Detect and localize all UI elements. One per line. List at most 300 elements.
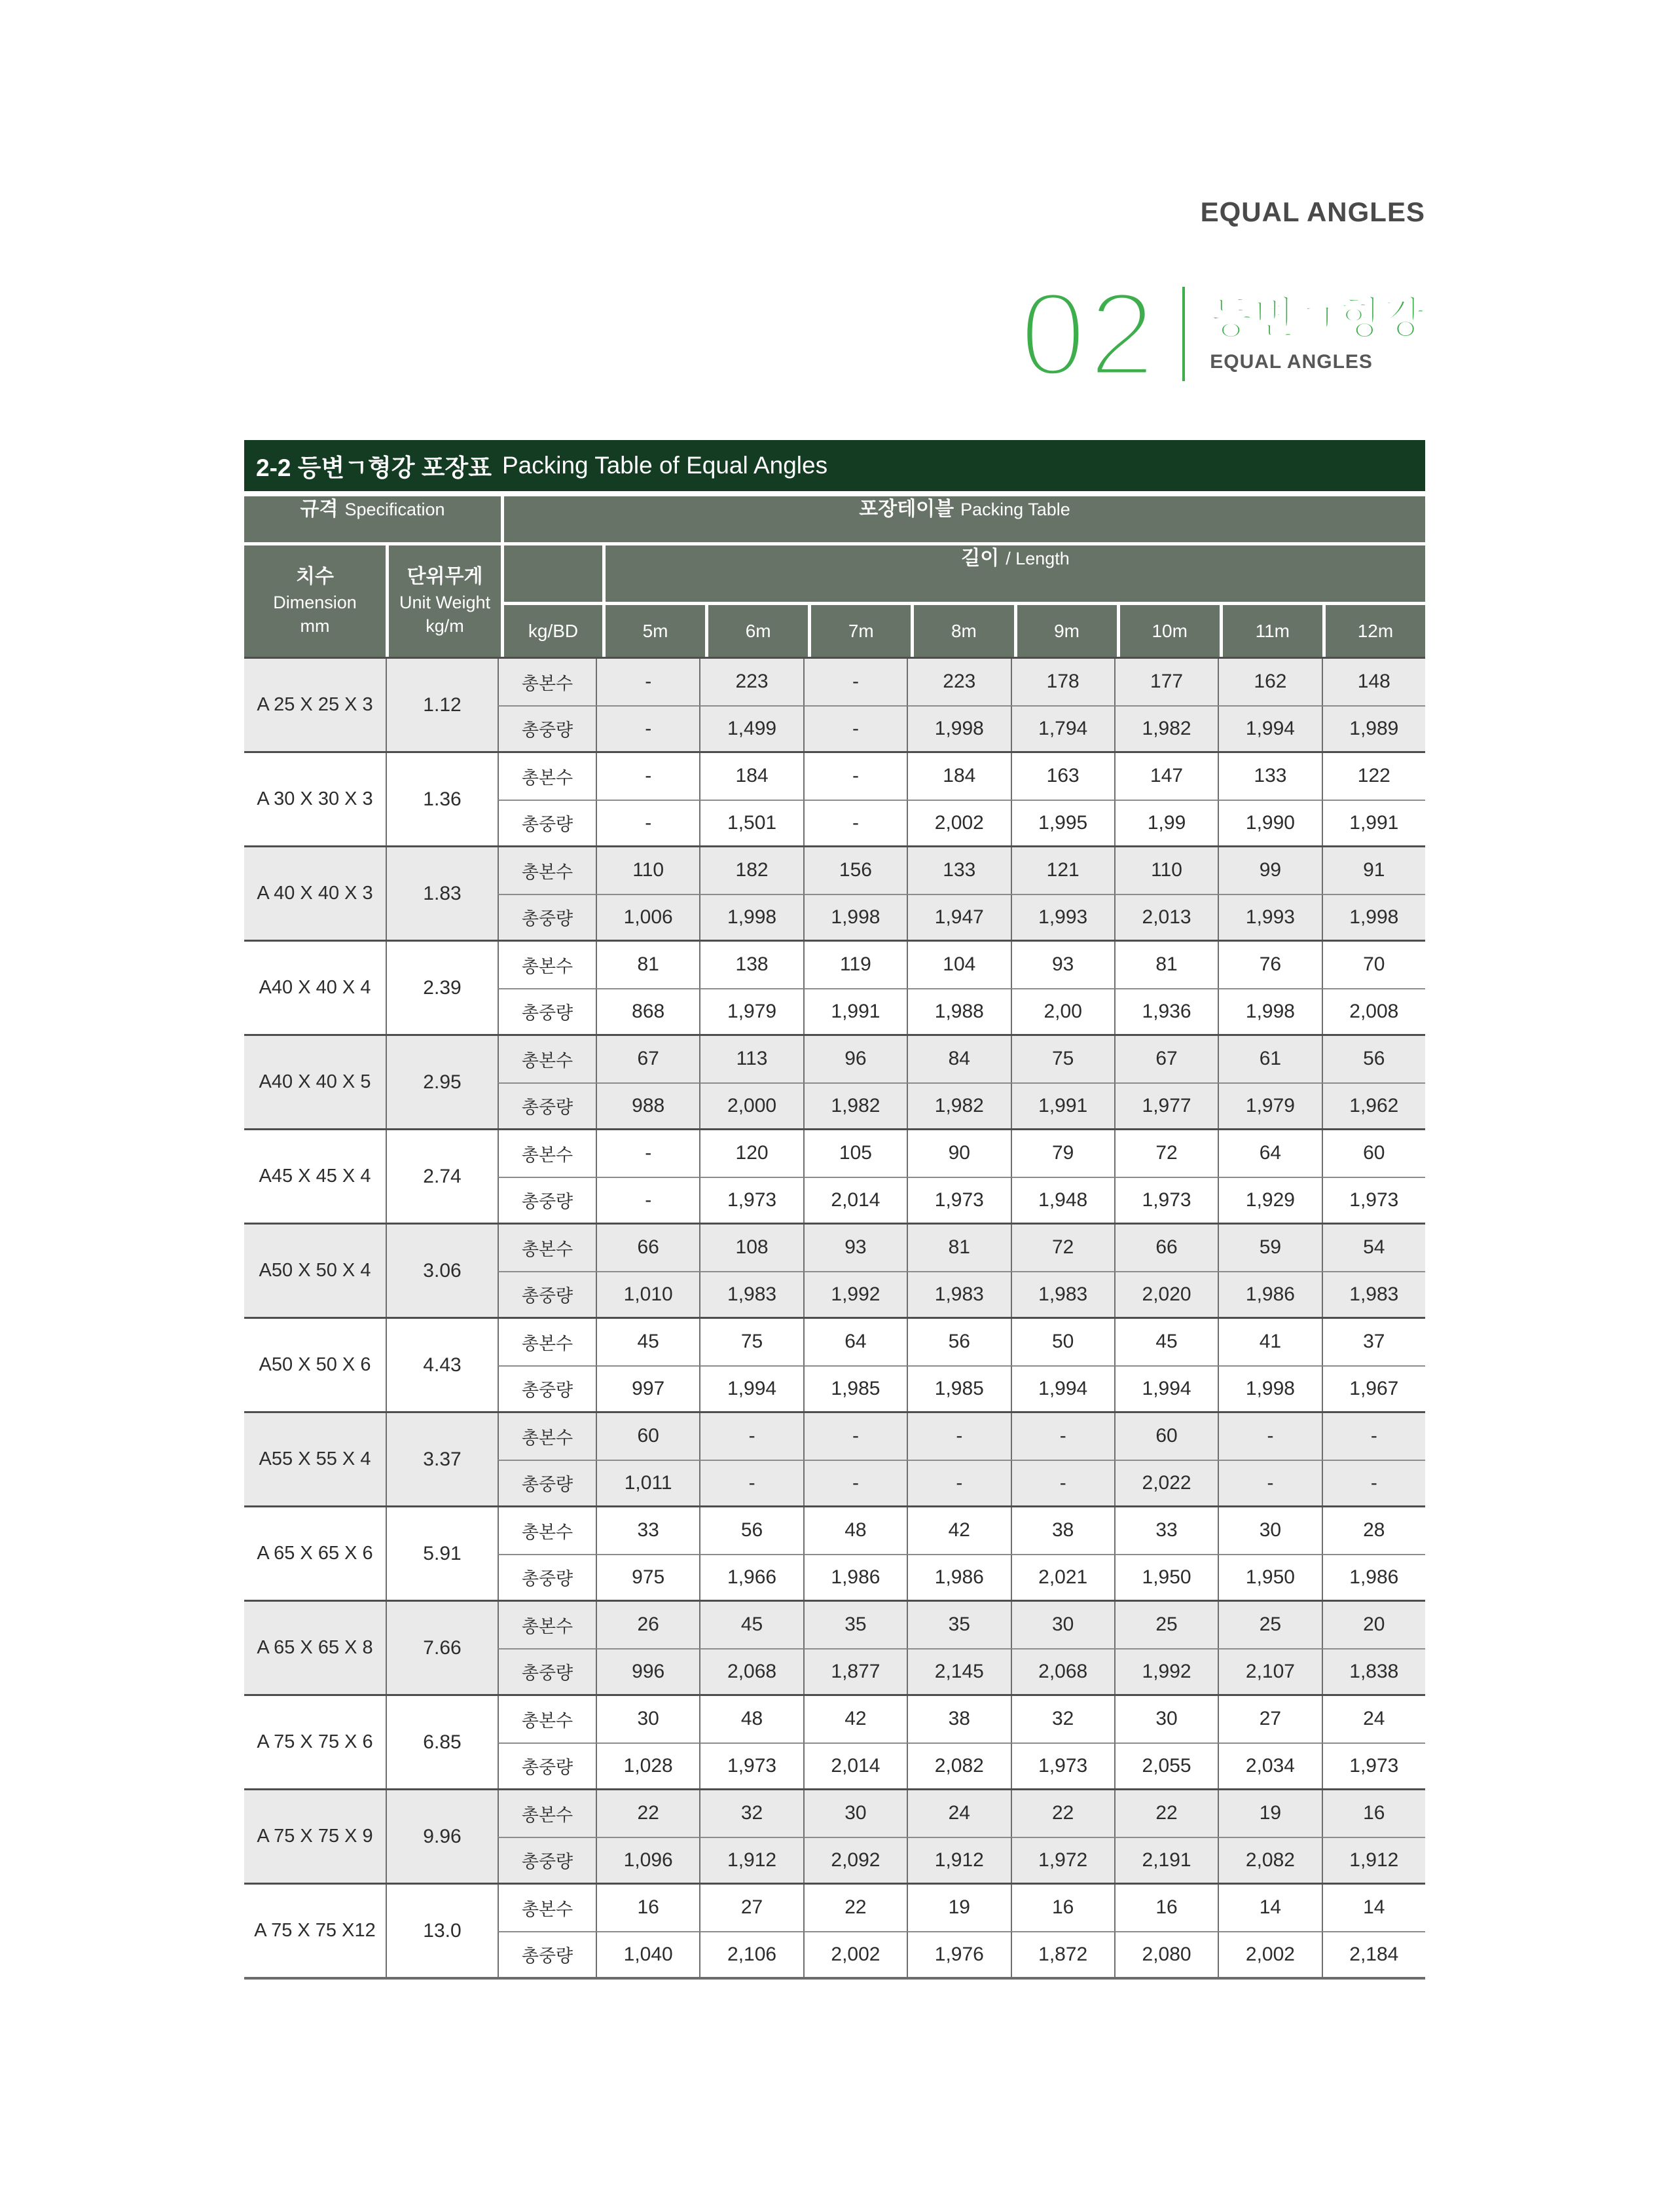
weight-value-10m: 1,936 — [1114, 988, 1218, 1035]
count-value-7m: 96 — [803, 1036, 907, 1082]
spec-header-english: Specification — [344, 500, 445, 519]
weight-value-8m: 2,082 — [907, 1742, 1010, 1789]
count-value-5m: - — [596, 1130, 699, 1177]
count-value-6m: 32 — [699, 1790, 803, 1837]
row-label-total-count: 총본수 — [498, 1225, 596, 1271]
table-row-group — [244, 1505, 1425, 1600]
count-value-10m: 16 — [1114, 1885, 1218, 1931]
count-value-7m: 48 — [803, 1507, 907, 1554]
count-value-11m: 25 — [1218, 1602, 1321, 1648]
weight-value-11m: - — [1218, 1460, 1321, 1506]
weight-value-7m: 1,982 — [803, 1082, 907, 1129]
count-value-10m: 147 — [1114, 753, 1218, 800]
weight-value-9m: 1,983 — [1011, 1271, 1114, 1318]
count-value-10m: 177 — [1114, 659, 1218, 705]
weight-value-12m: 1,973 — [1322, 1177, 1425, 1223]
weight-value-6m: 2,106 — [699, 1931, 803, 1978]
count-value-6m: 108 — [699, 1225, 803, 1271]
weight-value-9m: 1,991 — [1011, 1082, 1114, 1129]
length-col-header-8m: 8m — [914, 605, 1013, 657]
count-value-12m: 91 — [1322, 847, 1425, 894]
count-value-11m: 27 — [1218, 1696, 1321, 1742]
weight-value-9m: 1,872 — [1011, 1931, 1114, 1978]
count-value-8m: 42 — [907, 1507, 1010, 1554]
weight-value-8m: 2,145 — [907, 1648, 1010, 1695]
row-label-total-weight: 총중량 — [498, 1648, 596, 1695]
weight-value-7m: - — [803, 1460, 907, 1506]
weight-value-12m: 1,967 — [1322, 1365, 1425, 1412]
count-value-6m: 138 — [699, 942, 803, 988]
count-value-5m: 33 — [596, 1507, 699, 1554]
weight-value-9m: 1,973 — [1011, 1742, 1114, 1789]
weight-value-6m: 1,998 — [699, 894, 803, 940]
count-value-7m: 35 — [803, 1602, 907, 1648]
weight-value-7m: 2,092 — [803, 1837, 907, 1883]
table-row-group — [244, 1411, 1425, 1505]
count-value-8m: 24 — [907, 1790, 1010, 1837]
count-value-11m: 30 — [1218, 1507, 1321, 1554]
count-value-5m: 81 — [596, 942, 699, 988]
weight-value-10m: 1,992 — [1114, 1648, 1218, 1695]
unit-weight-cell: 5.91 — [386, 1507, 498, 1600]
unit-weight-cell: 2.95 — [386, 1036, 498, 1128]
count-value-6m: 113 — [699, 1036, 803, 1082]
length-header-korean: 길이 — [961, 547, 1000, 569]
row-label-total-weight: 총중량 — [498, 1177, 596, 1223]
count-value-12m: 56 — [1322, 1036, 1425, 1082]
length-col-header-10m: 10m — [1120, 605, 1220, 657]
count-value-9m: 72 — [1011, 1225, 1114, 1271]
count-value-9m: 50 — [1011, 1319, 1114, 1365]
table-row-group — [244, 1694, 1425, 1788]
count-value-8m: 84 — [907, 1036, 1010, 1082]
count-value-9m: 75 — [1011, 1036, 1114, 1082]
unit-weight-cell: 6.85 — [386, 1696, 498, 1788]
weight-value-7m: - — [803, 705, 907, 752]
row-label-total-count: 총본수 — [498, 1036, 596, 1082]
count-value-8m: 38 — [907, 1696, 1010, 1742]
weight-value-7m: 2,014 — [803, 1742, 907, 1789]
packing-table — [244, 440, 1425, 1980]
count-value-9m: 121 — [1011, 847, 1114, 894]
table-row-group — [244, 845, 1425, 940]
count-value-12m: 70 — [1322, 942, 1425, 988]
weight-value-5m: 1,040 — [596, 1931, 699, 1978]
weight-value-9m: 1,993 — [1011, 894, 1114, 940]
count-value-6m: 223 — [699, 659, 803, 705]
count-value-11m: 61 — [1218, 1036, 1321, 1082]
count-value-12m: - — [1322, 1413, 1425, 1460]
row-label-total-count: 총본수 — [498, 659, 596, 705]
count-value-10m: 110 — [1114, 847, 1218, 894]
table-title-bar — [244, 440, 1425, 491]
row-label-total-weight: 총중량 — [498, 705, 596, 752]
row-label-total-weight: 총중량 — [498, 800, 596, 846]
weight-value-5m: 997 — [596, 1365, 699, 1412]
weight-value-9m: 1,794 — [1011, 705, 1114, 752]
dimension-cell: A 65 X 65 X 8 — [257, 1637, 373, 1658]
weight-value-12m: 2,008 — [1322, 988, 1425, 1035]
row-label-total-weight: 총중량 — [498, 1931, 596, 1978]
weight-value-7m: 1,991 — [803, 988, 907, 1035]
row-label-total-weight: 총중량 — [498, 1837, 596, 1883]
packing-header-korean: 포장테이블 — [859, 498, 954, 520]
weight-value-6m: 1,973 — [699, 1177, 803, 1223]
row-label-total-count: 총본수 — [498, 847, 596, 894]
count-value-5m: 22 — [596, 1790, 699, 1837]
weight-value-6m: 2,068 — [699, 1648, 803, 1695]
count-value-8m: 81 — [907, 1225, 1010, 1271]
weight-value-9m: 2,021 — [1011, 1554, 1114, 1600]
weight-value-8m: 1,998 — [907, 705, 1010, 752]
dimension-cell: A40 X 40 X 5 — [259, 1071, 371, 1092]
count-value-10m: 66 — [1114, 1225, 1218, 1271]
unit-weight-cell: 1.83 — [386, 847, 498, 940]
weight-value-8m: 1,982 — [907, 1082, 1010, 1129]
weight-value-9m: 2,00 — [1011, 988, 1114, 1035]
unit-weight-header-english: Unit Weight — [399, 592, 491, 612]
count-value-8m: 35 — [907, 1602, 1010, 1648]
count-value-6m: 120 — [699, 1130, 803, 1177]
dimension-cell: A50 X 50 X 4 — [259, 1260, 371, 1281]
weight-value-9m: 1,972 — [1011, 1837, 1114, 1883]
weight-value-8m: 2,002 — [907, 800, 1010, 846]
table-row-group — [244, 751, 1425, 845]
count-value-11m: 64 — [1218, 1130, 1321, 1177]
weight-value-11m: 1,994 — [1218, 705, 1321, 752]
row-label-total-weight: 총중량 — [498, 988, 596, 1035]
weight-value-11m: 1,929 — [1218, 1177, 1321, 1223]
section-number: 02 — [1019, 267, 1158, 401]
length-col-header-5m: 5m — [606, 605, 705, 657]
dimension-cell: A40 X 40 X 4 — [259, 977, 371, 998]
count-value-7m: - — [803, 659, 907, 705]
weight-value-11m: 2,002 — [1218, 1931, 1321, 1978]
weight-value-6m: 1,979 — [699, 988, 803, 1035]
unit-weight-cell: 7.66 — [386, 1602, 498, 1694]
dimension-cell: A 65 X 65 X 6 — [257, 1543, 373, 1564]
count-value-5m: 66 — [596, 1225, 699, 1271]
dimension-cell: A55 X 55 X 4 — [259, 1448, 371, 1469]
row-label-total-count: 총본수 — [498, 1885, 596, 1931]
count-value-12m: 37 — [1322, 1319, 1425, 1365]
unit-weight-header-unit: kg/m — [426, 616, 464, 636]
count-value-11m: 41 — [1218, 1319, 1321, 1365]
section-header — [1019, 267, 1425, 401]
weight-value-9m: 1,995 — [1011, 800, 1114, 846]
dimension-header-english: Dimension — [273, 592, 357, 612]
weight-value-6m: 2,000 — [699, 1082, 803, 1129]
section-titles — [1210, 295, 1425, 373]
dimension-cell: A 75 X 75 X 6 — [257, 1731, 373, 1752]
weight-value-6m: 1,973 — [699, 1742, 803, 1789]
unit-weight-header-cell — [389, 545, 501, 657]
weight-value-11m: 1,998 — [1218, 1365, 1321, 1412]
dimension-cell: A 75 X 75 X 9 — [257, 1826, 373, 1847]
weight-value-12m: 1,998 — [1322, 894, 1425, 940]
table-row-group — [244, 1223, 1425, 1317]
count-value-9m: 32 — [1011, 1696, 1114, 1742]
count-value-6m: - — [699, 1413, 803, 1460]
count-value-6m: 27 — [699, 1885, 803, 1931]
weight-value-5m: 1,028 — [596, 1742, 699, 1789]
weight-value-12m: 2,184 — [1322, 1931, 1425, 1978]
weight-value-8m: 1,983 — [907, 1271, 1010, 1318]
count-value-12m: 60 — [1322, 1130, 1425, 1177]
weight-value-6m: 1,994 — [699, 1365, 803, 1412]
count-value-7m: 105 — [803, 1130, 907, 1177]
weight-value-10m: 1,982 — [1114, 705, 1218, 752]
count-value-7m: - — [803, 1413, 907, 1460]
count-value-12m: 148 — [1322, 659, 1425, 705]
weight-value-7m: 1,992 — [803, 1271, 907, 1318]
length-header-english: / Length — [1006, 549, 1070, 568]
unit-weight-cell: 2.74 — [386, 1130, 498, 1223]
table-row-group — [244, 1034, 1425, 1128]
weight-value-8m: 1,976 — [907, 1931, 1010, 1978]
count-value-7m: 156 — [803, 847, 907, 894]
count-value-11m: 133 — [1218, 753, 1321, 800]
count-value-11m: - — [1218, 1413, 1321, 1460]
count-value-9m: 22 — [1011, 1790, 1114, 1837]
count-value-5m: 16 — [596, 1885, 699, 1931]
weight-value-7m: 1,877 — [803, 1648, 907, 1695]
count-value-5m: - — [596, 753, 699, 800]
count-value-7m: 93 — [803, 1225, 907, 1271]
count-value-10m: 67 — [1114, 1036, 1218, 1082]
weight-value-6m: 1,912 — [699, 1837, 803, 1883]
weight-value-9m: - — [1011, 1460, 1114, 1506]
weight-value-11m: 2,107 — [1218, 1648, 1321, 1695]
weight-value-8m: 1,986 — [907, 1554, 1010, 1600]
unit-weight-cell: 1.12 — [386, 659, 498, 751]
count-value-9m: 16 — [1011, 1885, 1114, 1931]
count-value-9m: - — [1011, 1413, 1114, 1460]
count-value-8m: - — [907, 1413, 1010, 1460]
kg-per-bundle-header-cell: kg/BD — [504, 605, 602, 657]
row-label-total-weight: 총중량 — [498, 1271, 596, 1318]
weight-value-12m: 1,962 — [1322, 1082, 1425, 1129]
dimension-cell: A 25 X 25 X 3 — [257, 694, 373, 715]
count-value-10m: 81 — [1114, 942, 1218, 988]
count-value-7m: 64 — [803, 1319, 907, 1365]
count-value-7m: 119 — [803, 942, 907, 988]
count-value-7m: 42 — [803, 1696, 907, 1742]
weight-value-7m: 2,002 — [803, 1931, 907, 1978]
row-label-total-count: 총본수 — [498, 1696, 596, 1742]
count-value-10m: 72 — [1114, 1130, 1218, 1177]
row-label-total-weight: 총중량 — [498, 1742, 596, 1789]
count-value-5m: 26 — [596, 1602, 699, 1648]
count-value-8m: 56 — [907, 1319, 1010, 1365]
weight-value-10m: 1,950 — [1114, 1554, 1218, 1600]
weight-value-11m: 1,979 — [1218, 1082, 1321, 1129]
weight-value-7m: 1,985 — [803, 1365, 907, 1412]
weight-value-5m: 1,006 — [596, 894, 699, 940]
count-value-12m: 122 — [1322, 753, 1425, 800]
count-value-8m: 19 — [907, 1885, 1010, 1931]
count-value-10m: 30 — [1114, 1696, 1218, 1742]
row-label-total-count: 총본수 — [498, 942, 596, 988]
row-label-total-weight: 총중량 — [498, 1460, 596, 1506]
weight-value-5m: 868 — [596, 988, 699, 1035]
page-header-label: EQUAL ANGLES — [1200, 196, 1425, 227]
unit-weight-header-korean: 단위무게 — [407, 566, 483, 588]
count-value-12m: 16 — [1322, 1790, 1425, 1837]
count-value-11m: 14 — [1218, 1885, 1321, 1931]
weight-value-8m: 1,973 — [907, 1177, 1010, 1223]
weight-value-10m: 2,080 — [1114, 1931, 1218, 1978]
weight-value-10m: 1,99 — [1114, 800, 1218, 846]
count-value-9m: 30 — [1011, 1602, 1114, 1648]
count-value-10m: 33 — [1114, 1507, 1218, 1554]
table-header — [244, 496, 1425, 657]
weight-value-12m: 1,986 — [1322, 1554, 1425, 1600]
dimension-cell: A 75 X 75 X12 — [254, 1920, 376, 1941]
count-value-12m: 54 — [1322, 1225, 1425, 1271]
weight-value-12m: 1,983 — [1322, 1271, 1425, 1318]
section-title-korean: 등변ㄱ형강 — [1210, 293, 1425, 342]
row-label-total-weight: 총중량 — [498, 894, 596, 940]
table-row-group — [244, 1317, 1425, 1411]
dimension-cell: A 30 X 30 X 3 — [257, 788, 373, 809]
count-value-8m: 133 — [907, 847, 1010, 894]
unit-weight-cell: 9.96 — [386, 1790, 498, 1883]
dimension-header-cell — [244, 545, 386, 657]
length-col-header-11m: 11m — [1223, 605, 1322, 657]
count-value-7m: 22 — [803, 1885, 907, 1931]
unit-weight-cell: 4.43 — [386, 1319, 498, 1411]
unit-weight-cell: 3.37 — [386, 1413, 498, 1505]
count-value-11m: 76 — [1218, 942, 1321, 988]
dimension-cell: A50 X 50 X 6 — [259, 1354, 371, 1375]
count-value-7m: 30 — [803, 1790, 907, 1837]
weight-value-10m: 2,191 — [1114, 1837, 1218, 1883]
row-label-total-count: 총본수 — [498, 1507, 596, 1554]
row-label-total-count: 총본수 — [498, 1790, 596, 1837]
weight-value-10m: 2,020 — [1114, 1271, 1218, 1318]
count-value-8m: 223 — [907, 659, 1010, 705]
weight-value-5m: 996 — [596, 1648, 699, 1695]
length-col-header-9m: 9m — [1017, 605, 1117, 657]
row-label-total-count: 총본수 — [498, 1130, 596, 1177]
weight-value-8m: 1,985 — [907, 1365, 1010, 1412]
weight-value-9m: 1,994 — [1011, 1365, 1114, 1412]
weight-value-7m: 1,998 — [803, 894, 907, 940]
count-value-12m: 24 — [1322, 1696, 1425, 1742]
weight-value-12m: 1,991 — [1322, 800, 1425, 846]
count-value-9m: 93 — [1011, 942, 1114, 988]
table-row-group — [244, 940, 1425, 1034]
dimension-cell: A45 X 45 X 4 — [259, 1166, 371, 1187]
count-value-5m: 30 — [596, 1696, 699, 1742]
weight-value-5m: 988 — [596, 1082, 699, 1129]
table-row-group — [244, 1788, 1425, 1883]
count-value-12m: 20 — [1322, 1602, 1425, 1648]
spec-header-korean: 규격 — [300, 498, 338, 520]
length-col-header-12m: 12m — [1326, 605, 1425, 657]
table-row-group — [244, 1883, 1425, 1977]
table-title-korean: 2-2 등변ㄱ형강 포장표 — [256, 454, 492, 481]
row-label-total-weight: 총중량 — [498, 1554, 596, 1600]
weight-value-6m: - — [699, 1460, 803, 1506]
count-value-9m: 163 — [1011, 753, 1114, 800]
count-value-8m: 184 — [907, 753, 1010, 800]
weight-value-5m: 1,010 — [596, 1271, 699, 1318]
weight-value-5m: - — [596, 705, 699, 752]
blank-header-cell — [504, 545, 602, 602]
weight-value-9m: 2,068 — [1011, 1648, 1114, 1695]
count-value-5m: - — [596, 659, 699, 705]
table-row-group — [244, 1600, 1425, 1694]
weight-value-9m: 1,948 — [1011, 1177, 1114, 1223]
spec-header-cell — [244, 496, 501, 542]
weight-value-12m: - — [1322, 1460, 1425, 1506]
weight-value-8m: 1,988 — [907, 988, 1010, 1035]
weight-value-11m: 2,082 — [1218, 1837, 1321, 1883]
count-value-6m: 75 — [699, 1319, 803, 1365]
weight-value-5m: 1,096 — [596, 1837, 699, 1883]
weight-value-6m: 1,499 — [699, 705, 803, 752]
weight-value-10m: 1,977 — [1114, 1082, 1218, 1129]
weight-value-10m: 1,994 — [1114, 1365, 1218, 1412]
weight-value-6m: 1,983 — [699, 1271, 803, 1318]
weight-value-10m: 2,013 — [1114, 894, 1218, 940]
count-value-11m: 19 — [1218, 1790, 1321, 1837]
row-label-total-count: 총본수 — [498, 1413, 596, 1460]
weight-value-11m: 1,993 — [1218, 894, 1321, 940]
count-value-5m: 60 — [596, 1413, 699, 1460]
weight-value-11m: 1,950 — [1218, 1554, 1321, 1600]
count-value-6m: 48 — [699, 1696, 803, 1742]
count-value-9m: 178 — [1011, 659, 1114, 705]
packing-table-header-cell — [504, 496, 1425, 542]
count-value-9m: 38 — [1011, 1507, 1114, 1554]
weight-value-10m: 1,973 — [1114, 1177, 1218, 1223]
count-value-5m: 67 — [596, 1036, 699, 1082]
count-value-11m: 99 — [1218, 847, 1321, 894]
length-col-header-6m: 6m — [708, 605, 808, 657]
count-value-10m: 60 — [1114, 1413, 1218, 1460]
count-value-10m: 22 — [1114, 1790, 1218, 1837]
count-value-8m: 104 — [907, 942, 1010, 988]
count-value-8m: 90 — [907, 1130, 1010, 1177]
weight-value-11m: 1,990 — [1218, 800, 1321, 846]
weight-value-7m: 1,986 — [803, 1554, 907, 1600]
length-header-cell — [606, 545, 1425, 602]
row-label-total-count: 총본수 — [498, 1319, 596, 1365]
dimension-header-unit: mm — [300, 616, 330, 636]
weight-value-8m: - — [907, 1460, 1010, 1506]
unit-weight-cell: 1.36 — [386, 753, 498, 845]
count-value-6m: 56 — [699, 1507, 803, 1554]
weight-value-8m: 1,912 — [907, 1837, 1010, 1883]
count-value-12m: 14 — [1322, 1885, 1425, 1931]
weight-value-5m: - — [596, 1177, 699, 1223]
weight-value-7m: 2,014 — [803, 1177, 907, 1223]
weight-value-12m: 1,989 — [1322, 705, 1425, 752]
weight-value-12m: 1,973 — [1322, 1742, 1425, 1789]
section-divider-line — [1182, 287, 1185, 381]
length-col-header-7m: 7m — [811, 605, 911, 657]
count-value-9m: 79 — [1011, 1130, 1114, 1177]
packing-header-english: Packing Table — [960, 500, 1070, 519]
table-title-english: Packing Table of Equal Angles — [501, 452, 828, 479]
weight-value-12m: 1,912 — [1322, 1837, 1425, 1883]
weight-value-11m: 2,034 — [1218, 1742, 1321, 1789]
weight-value-8m: 1,947 — [907, 894, 1010, 940]
weight-value-12m: 1,838 — [1322, 1648, 1425, 1695]
